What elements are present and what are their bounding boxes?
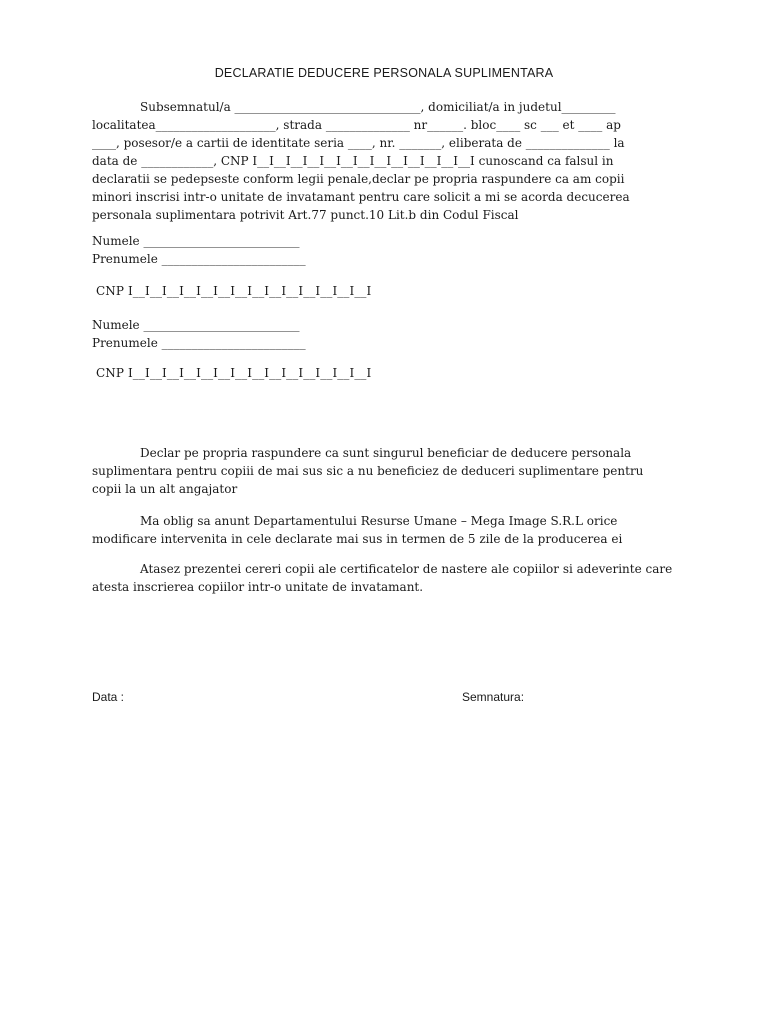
intro-line: Subsemnatul/a _______________________________, domiciliat/a in judetul_________: [140, 100, 616, 114]
child2-nume: Numele __________________________: [92, 318, 300, 332]
data-label: Data :: [92, 690, 125, 704]
intro-line: minori inscrisi intr-o unitate de invatamant pentru care solicit a mi se acorda decucerea: [92, 190, 630, 204]
intro-line: localitatea____________________, strada ______________ nr______. bloc____ sc ___ et ____ ap: [92, 118, 621, 132]
atasez-line: atesta inscrierea copiilor intr-o unitate de invatamant.: [92, 580, 424, 594]
atasez-line: Atasez prezentei cereri copii ale certificatelor de nastere ale copiilor si adeverinte care: [140, 562, 672, 576]
oblig-line: modificare intervenita in cele declarate mai sus in termen de 5 zile de la producerea ei: [92, 532, 623, 546]
oblig-paragraph: [92, 512, 672, 548]
declar-line: copii la un alt angajator: [92, 482, 238, 496]
intro-line: personala suplimentara potrivit Art.77 punct.10 Lit.b din Codul Fiscal: [92, 208, 519, 222]
atasez-paragraph: [92, 560, 672, 596]
child2-prenume: Prenumele ________________________: [92, 336, 306, 350]
child2-cnp: CNP I__I__I__I__I__I__I__I__I__I__I__I__I__I__I: [96, 366, 372, 380]
intro-paragraph: [92, 98, 672, 224]
child1-nume: Numele __________________________: [92, 234, 300, 248]
child1-cnp: CNP I__I__I__I__I__I__I__I__I__I__I__I__I__I__I: [96, 284, 372, 298]
document-title: DECLARATIE DEDUCERE PERSONALA SUPLIMENTARA: [214, 66, 554, 80]
intro-line: data de ____________, CNP I__I__I__I__I__I__I__I__I__I__I__I__I__I cunoscand ca falsul in: [92, 154, 614, 168]
declar-paragraph: [92, 444, 672, 498]
intro-line: declaratii se pedepseste conform legii penale,declar pe propria raspundere ca am copii: [92, 172, 625, 186]
declar-line: Declar pe propria raspundere ca sunt singurul beneficiar de deducere personala: [140, 446, 632, 460]
child1-prenume: Prenumele ________________________: [92, 252, 306, 266]
declar-line: suplimentara pentru copiii de mai sus sic a nu beneficiez de deduceri suplimentare pentru: [92, 464, 644, 478]
oblig-line: Ma oblig sa anunt Departamentului Resurse Umane – Mega Image S.R.L orice: [140, 514, 618, 528]
semnatura-label: Semnatura:: [462, 690, 525, 704]
intro-line: ____, posesor/e a cartii de identitate seria ____, nr. _______, eliberata de ______________ la: [92, 136, 625, 150]
